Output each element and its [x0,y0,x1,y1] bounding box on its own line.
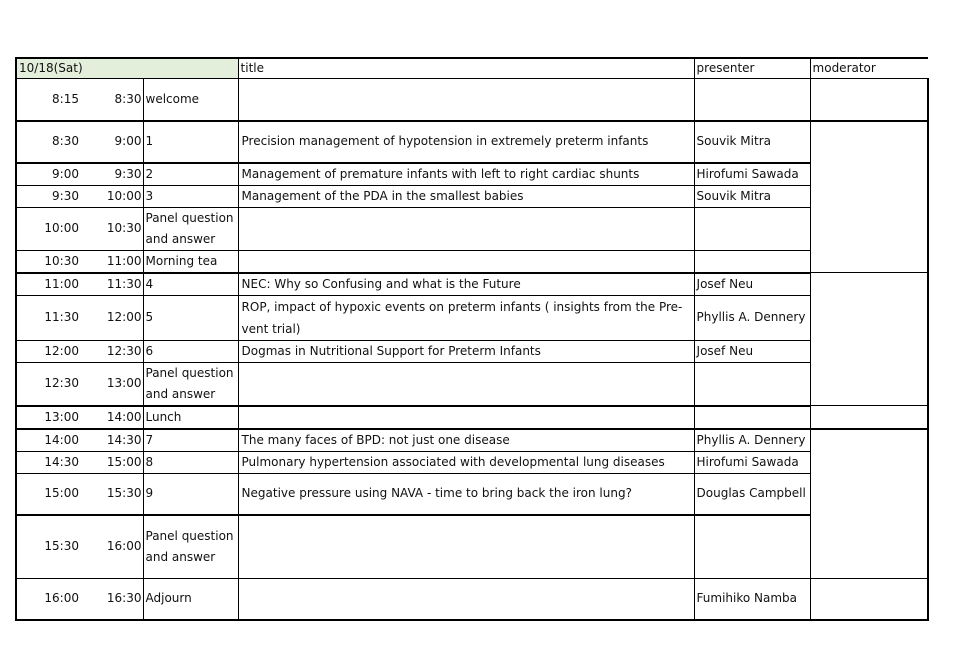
table-row [16,79,928,121]
schedule-table [15,57,929,621]
start-time-cell[interactable]: 9:30 [16,185,81,207]
item-cell[interactable]: 9 [143,473,238,515]
table-row [16,121,928,163]
presenter-cell[interactable] [694,250,810,273]
title-cell[interactable]: Dogmas in Nutritional Support for Preterm Infants [238,340,694,362]
presenter-cell[interactable]: Souvik Mitra [694,121,810,163]
header-row [16,58,928,79]
start-time-cell[interactable]: 15:30 [16,515,81,578]
moderator-cell[interactable] [810,578,928,620]
title-cell[interactable]: Precision management of hypotension in extremely preterm infants [238,121,694,163]
title-cell[interactable]: Management of the PDA in the smallest babies [238,185,694,207]
item-cell[interactable]: 4 [143,273,238,296]
end-time-cell[interactable]: 10:30 [81,207,143,250]
start-time-cell[interactable]: 11:00 [16,273,81,296]
item-cell[interactable]: Panel question and answer [143,362,238,406]
end-time-cell[interactable]: 9:00 [81,121,143,163]
item-cell[interactable]: 1 [143,121,238,163]
start-time-cell[interactable]: 9:00 [16,163,81,186]
moderator-cell-afternoon[interactable] [810,429,928,579]
presenter-cell[interactable]: Fumihiko Namba [694,578,810,620]
presenter-cell[interactable]: Douglas Campbell [694,473,810,515]
table-row [16,340,928,362]
start-time-cell[interactable]: 10:00 [16,207,81,250]
title-cell[interactable]: Pulmonary hypertension associated with developmental lung diseases [238,451,694,473]
title-cell[interactable] [238,362,694,406]
title-cell[interactable] [238,79,694,121]
item-cell[interactable]: Panel question and answer [143,515,238,578]
end-time-cell[interactable]: 11:00 [81,250,143,273]
start-time-cell[interactable]: 14:30 [16,451,81,473]
moderator-cell-morning-1[interactable] [810,121,928,273]
title-cell[interactable] [238,207,694,250]
end-time-cell[interactable]: 8:30 [81,79,143,121]
end-time-cell[interactable]: 11:30 [81,273,143,296]
table-row [16,473,928,515]
item-cell[interactable]: 6 [143,340,238,362]
item-cell[interactable]: 5 [143,295,238,340]
start-time-cell[interactable]: 13:00 [16,406,81,429]
title-cell[interactable] [238,250,694,273]
start-time-cell[interactable]: 11:30 [16,295,81,340]
table-row [16,295,928,340]
end-time-cell[interactable]: 15:30 [81,473,143,515]
start-time-cell[interactable]: 14:00 [16,429,81,452]
item-cell[interactable]: Adjourn [143,578,238,620]
table-row [16,451,928,473]
title-cell[interactable]: The many faces of BPD: not just one disease [238,429,694,452]
presenter-cell[interactable] [694,362,810,406]
end-time-cell[interactable]: 13:00 [81,362,143,406]
title-header-cell[interactable]: title [238,58,694,79]
item-cell[interactable]: 7 [143,429,238,452]
end-time-cell[interactable]: 14:00 [81,406,143,429]
end-time-cell[interactable]: 12:00 [81,295,143,340]
presenter-cell[interactable] [694,406,810,429]
title-cell[interactable]: ROP, impact of hypoxic events on preterm infants ( insights from the Pre-vent trial) [238,295,694,340]
presenter-cell[interactable]: Josef Neu [694,273,810,296]
start-time-cell[interactable]: 8:30 [16,121,81,163]
date-header-cell[interactable]: 10/18(Sat) [16,58,238,79]
title-cell[interactable]: Negative pressure using NAVA - time to bring back the iron lung? [238,473,694,515]
schedule-sheet [15,57,927,621]
table-row [16,163,928,186]
presenter-cell[interactable]: Hirofumi Sawada [694,451,810,473]
start-time-cell[interactable]: 12:30 [16,362,81,406]
item-cell[interactable]: 3 [143,185,238,207]
moderator-cell-morning-2[interactable] [810,273,928,406]
item-cell[interactable]: Lunch [143,406,238,429]
start-time-cell[interactable]: 8:15 [16,79,81,121]
end-time-cell[interactable]: 10:00 [81,185,143,207]
item-cell[interactable]: 2 [143,163,238,186]
moderator-header-cell[interactable]: moderator [810,58,928,79]
end-time-cell[interactable]: 12:30 [81,340,143,362]
end-time-cell[interactable]: 16:00 [81,515,143,578]
end-time-cell[interactable]: 9:30 [81,163,143,186]
start-time-cell[interactable]: 10:30 [16,250,81,273]
item-cell[interactable]: Morning tea [143,250,238,273]
table-row [16,207,928,250]
title-cell[interactable] [238,406,694,429]
moderator-cell[interactable] [810,406,928,429]
start-time-cell[interactable]: 15:00 [16,473,81,515]
presenter-cell[interactable] [694,515,810,578]
title-cell[interactable] [238,578,694,620]
presenter-cell[interactable]: Phyllis A. Dennery [694,429,810,452]
presenter-cell[interactable]: Souvik Mitra [694,185,810,207]
presenter-cell[interactable]: Phyllis A. Dennery [694,295,810,340]
start-time-cell[interactable]: 12:00 [16,340,81,362]
table-row [16,250,928,273]
end-time-cell[interactable]: 14:30 [81,429,143,452]
end-time-cell[interactable]: 15:00 [81,451,143,473]
title-cell[interactable]: Management of premature infants with left to right cardiac shunts [238,163,694,186]
presenter-cell[interactable] [694,79,810,121]
table-row [16,515,928,578]
item-cell[interactable]: Panel question and answer [143,207,238,250]
end-time-cell[interactable]: 16:30 [81,578,143,620]
table-row [16,578,928,620]
presenter-cell[interactable]: Hirofumi Sawada [694,163,810,186]
item-cell[interactable]: 8 [143,451,238,473]
presenter-header-cell[interactable]: presenter [694,58,810,79]
table-row [16,429,928,452]
presenter-cell[interactable]: Josef Neu [694,340,810,362]
start-time-cell[interactable]: 16:00 [16,578,81,620]
title-cell[interactable]: NEC: Why so Confusing and what is the Future [238,273,694,296]
table-row [16,185,928,207]
presenter-cell[interactable] [694,207,810,250]
table-row [16,273,928,296]
table-row [16,406,928,429]
title-cell[interactable] [238,515,694,578]
table-row [16,362,928,406]
moderator-cell[interactable] [810,79,928,121]
item-cell[interactable]: welcome [143,79,238,121]
